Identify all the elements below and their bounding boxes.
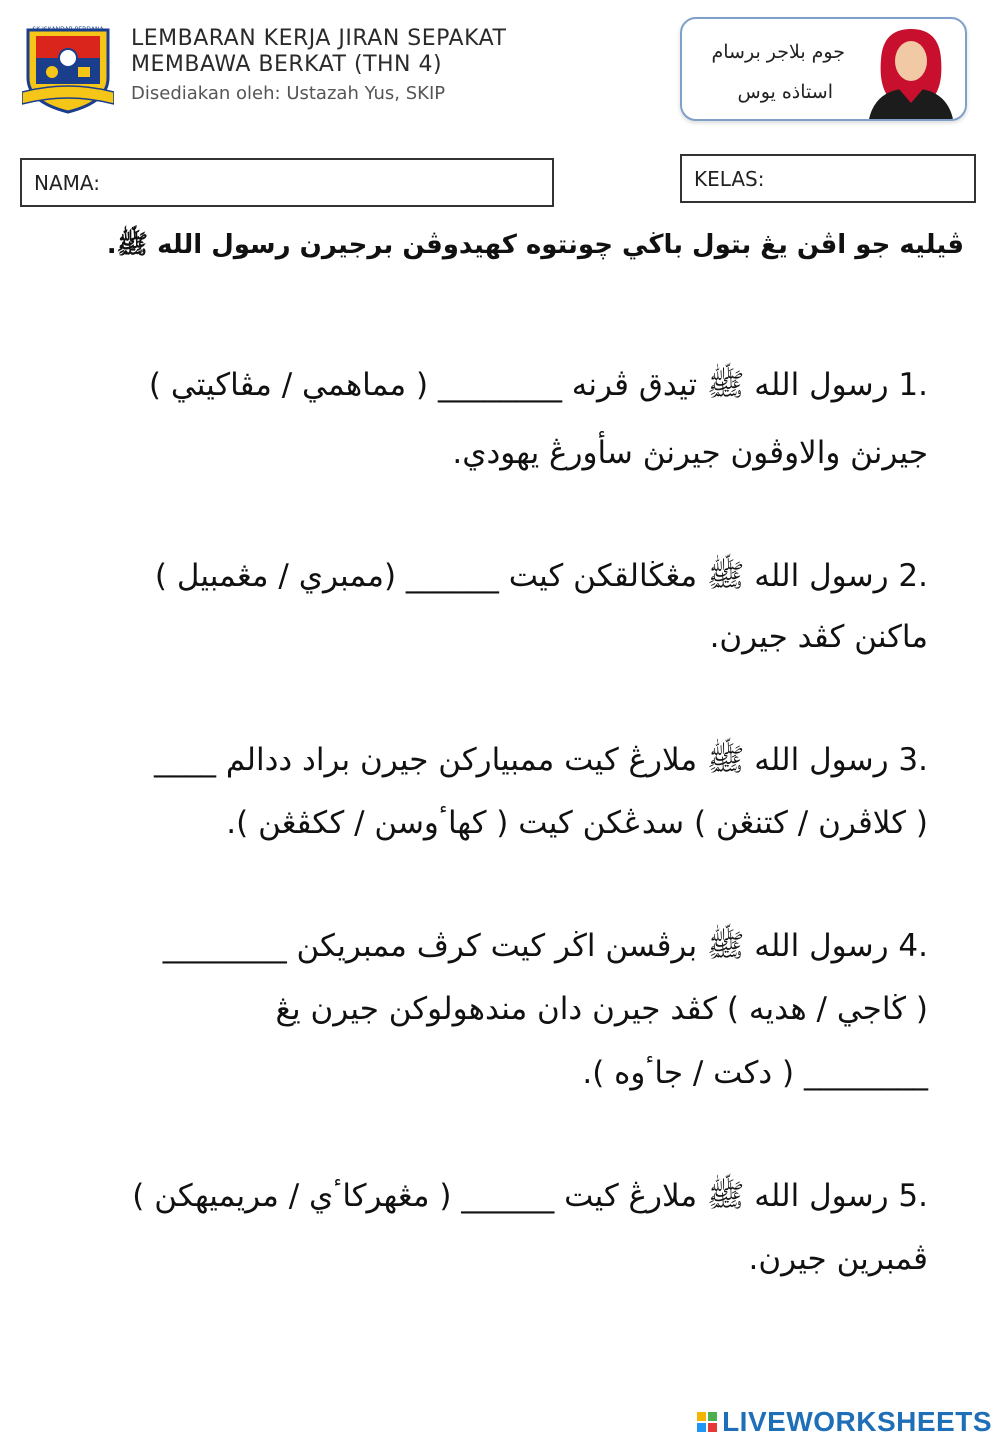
question-number: 2. [898, 558, 928, 594]
question-4-line3: ________ ( دكت / جاٴوه ). [582, 1055, 928, 1091]
question-text: رسول الله ﷺ برڤسن اڬر كيت كرڤ ممبريكن ________ [162, 928, 889, 964]
question-number: 3. [898, 742, 928, 778]
kelas-field[interactable] [680, 154, 976, 203]
question-4-line2: ( ڬاجي / هديه ) كڤد جيرن دان مندهولوكن جيرن يڠ [275, 991, 928, 1027]
nama-field[interactable] [20, 158, 554, 207]
teacher-portrait-icon [861, 23, 961, 119]
liveworksheets-brand[interactable] [696, 1405, 992, 1439]
teacher-card-line1: جوم بلاجر برسام [711, 41, 845, 63]
question-text: رسول الله ﷺ تيدق ڤرنه ________ ( مماهمي / مڤاكيتي ) [148, 367, 889, 403]
question-text: رسول الله ﷺ ملارڠ كيت ممبياركن جيرن براد ددالم ____ [154, 742, 889, 778]
nama-label: NAMA: [34, 171, 100, 195]
worksheet-title-line1: LEMBARAN KERJA JIRAN SEPAKAT [131, 26, 507, 51]
question-4-line1 [163, 927, 928, 972]
school-crest-icon [22, 18, 114, 116]
question-2-line1 [155, 557, 928, 602]
worksheet-author: Disediakan oleh: Ustazah Yus, SKIP [131, 83, 446, 104]
crest-banner: SK ISKANDAR PERDANA [32, 26, 104, 33]
liveworksheets-wordmark: LIVEWORKSHEETS [722, 1406, 992, 1437]
question-2-line2: ماكنن كڤد جيرن. [709, 619, 928, 655]
question-3-line1 [154, 741, 928, 786]
question-5-line1 [132, 1177, 928, 1222]
question-1-line2: جيرنڽ والاوڤون جيرنڽ سأورڠ يهودي. [452, 435, 928, 471]
liveworksheets-logo-icon [696, 1411, 718, 1433]
worksheet-title-line2: MEMBAWA BERKAT (THN 4) [131, 52, 443, 77]
kelas-label: KELAS: [694, 167, 765, 191]
question-number: 4. [898, 928, 928, 964]
question-number: 1. [898, 367, 928, 403]
question-number: 5. [898, 1178, 928, 1214]
question-5-line2: ڤمبرين جيرن. [748, 1241, 928, 1277]
question-1-line1 [149, 366, 928, 411]
question-3-line2: ( كلاڤرن / كتنڠن ) سدڠكن كيت ( كهاٴوسن / ككڤڠن ). [226, 805, 928, 841]
question-text: رسول الله ﷺ مڠڬالقكن كيت ______ (ممبري / مڠمبيل ) [154, 558, 889, 594]
teacher-card-line2: استاذه يوس [737, 81, 833, 103]
question-text: رسول الله ﷺ ملارڠ كيت ______ ( مڠهركاٴي / مريميهكن ) [132, 1178, 889, 1214]
teacher-card [680, 17, 967, 121]
instruction-text: ڤيليه جو اڤن يڠ بتول باڬي چونتوه كهيدوڤن برجيرن رسول الله ﷺ. [106, 230, 964, 260]
